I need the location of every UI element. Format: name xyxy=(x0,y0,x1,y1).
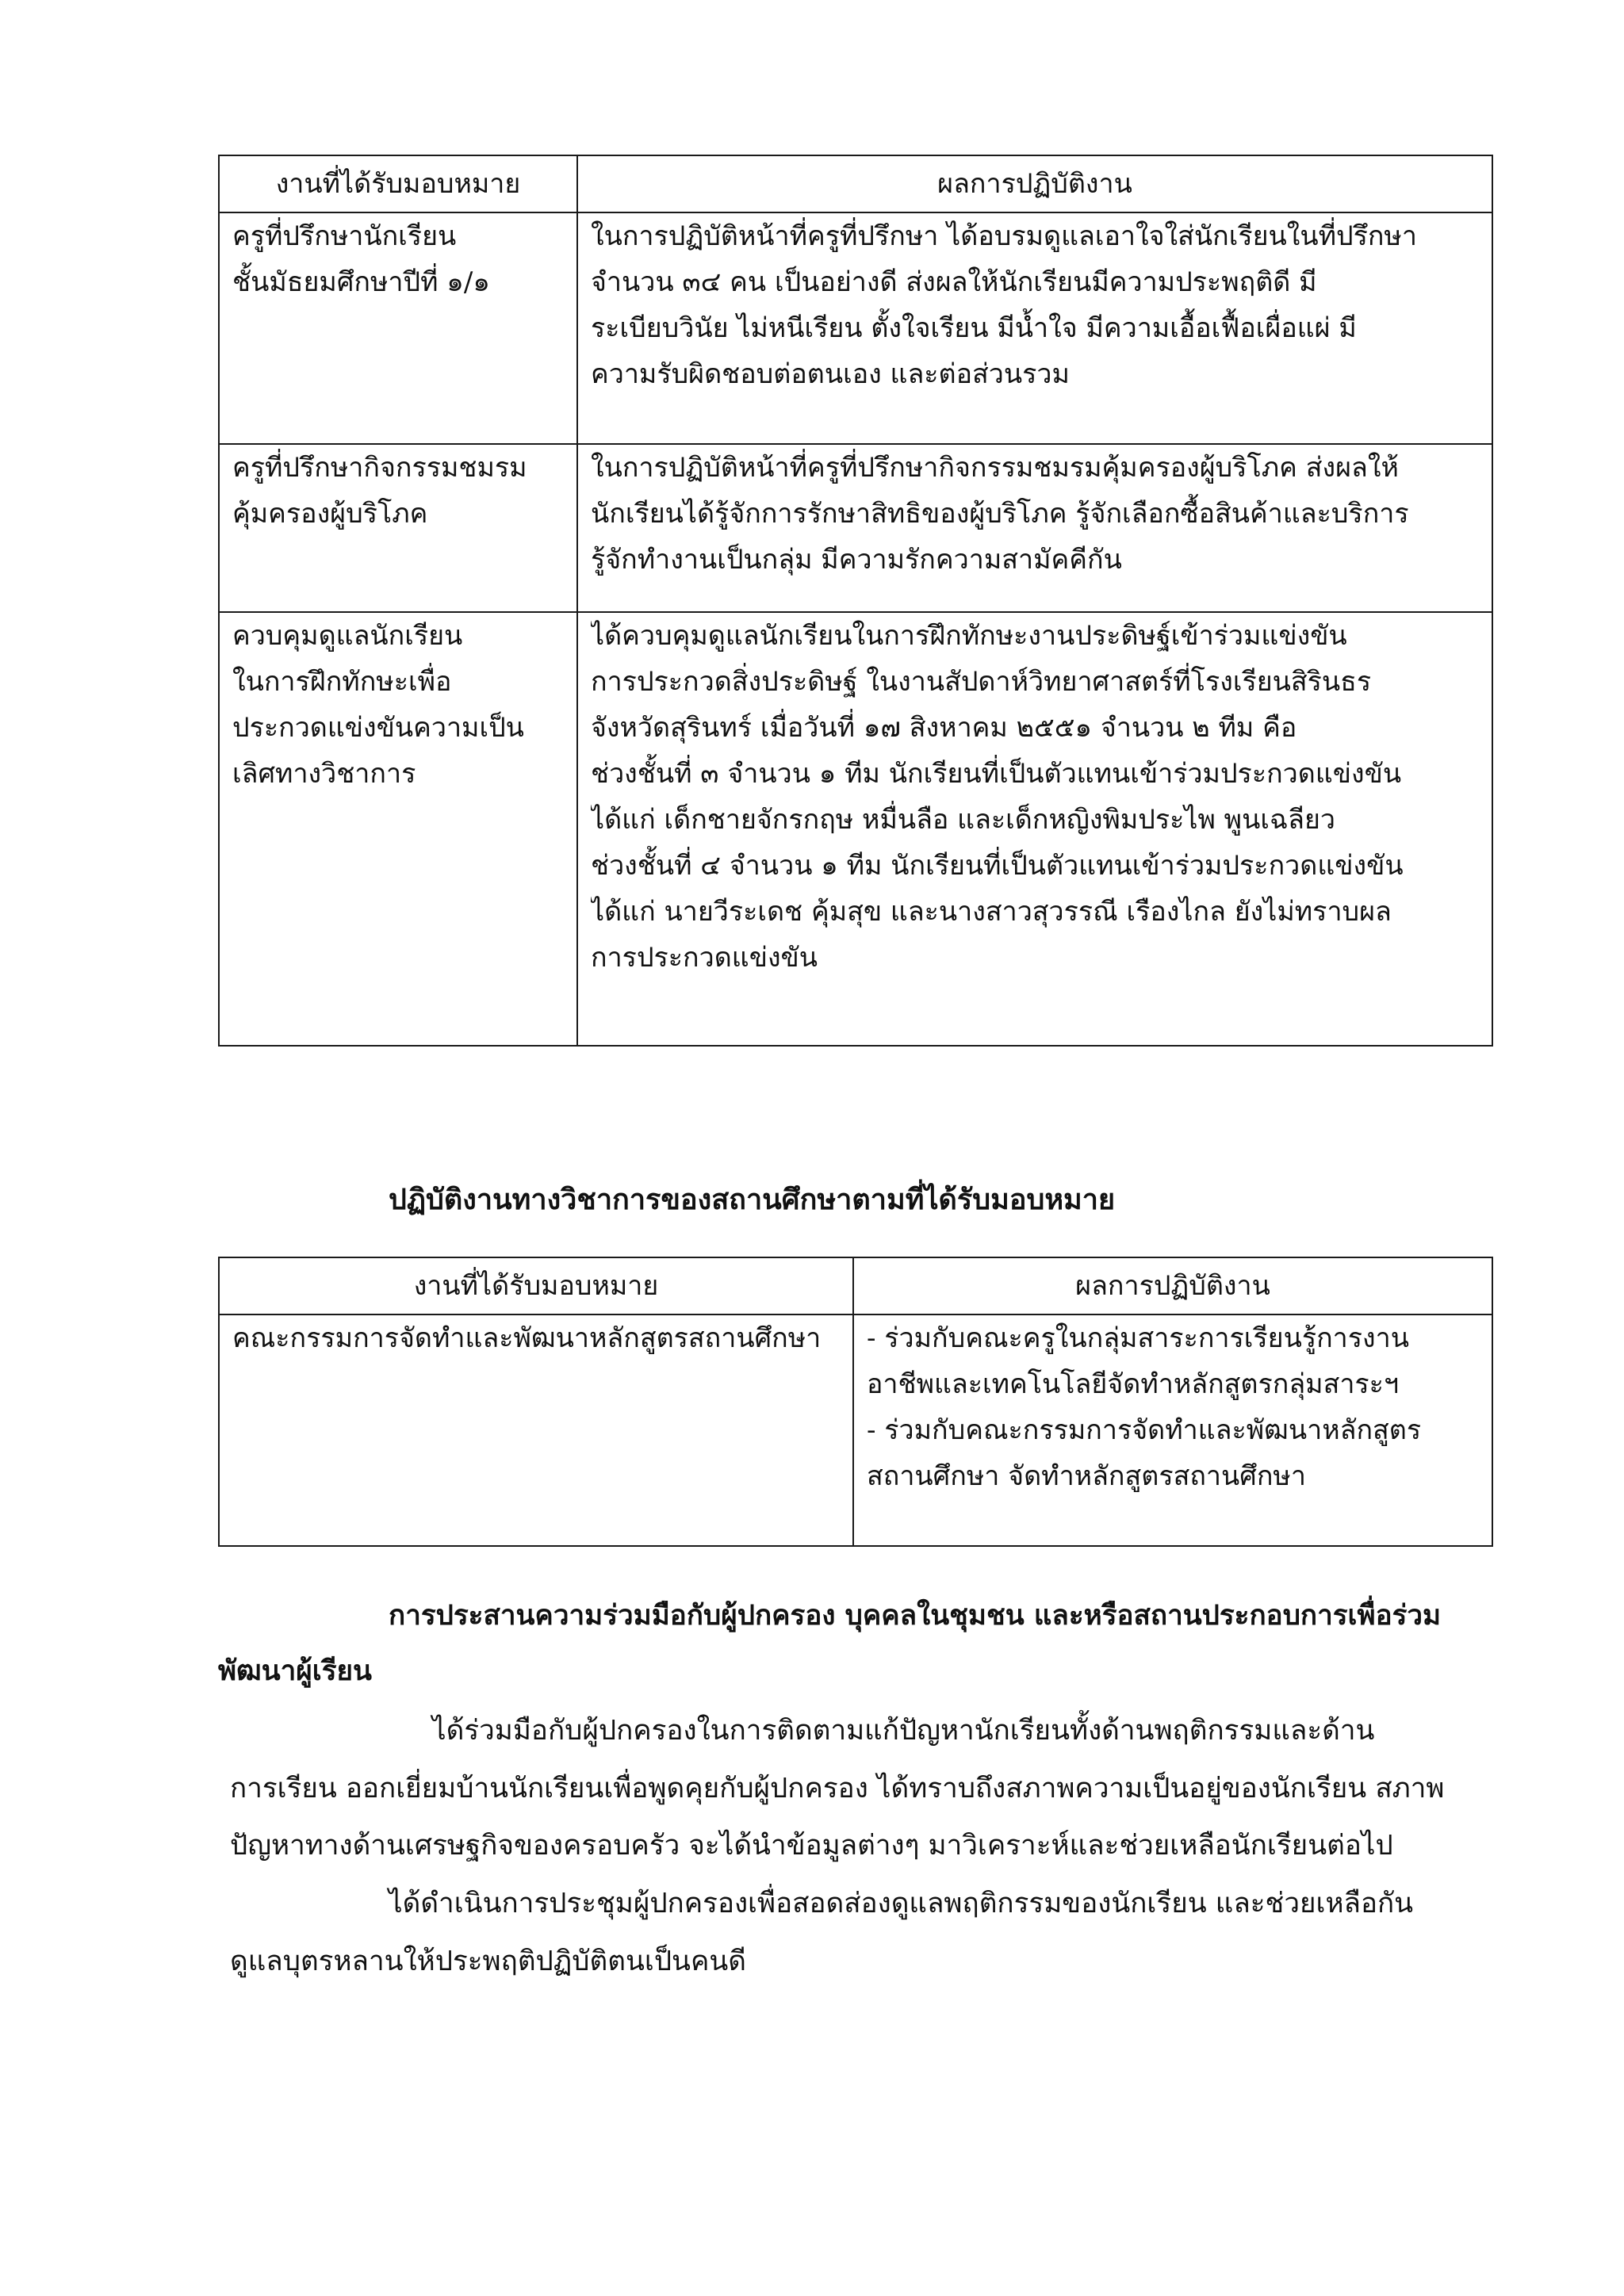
cell-line: ได้ควบคุมดูแลนักเรียนในการฝึกทักษะงานประดิษฐ์เข้าร่วมแข่งขัน xyxy=(591,620,1347,652)
cell-line: คุ้มครองผู้บริโภค xyxy=(232,498,428,530)
cell-line: อาชีพและเทคโนโลยีจัดทำหลักสูตรกลุ่มสาระฯ xyxy=(867,1368,1400,1400)
section-heading: ปฏิบัติงานทางวิชาการของสถานศึกษาตามที่ได้รับมอบหมาย xyxy=(389,1183,1116,1216)
task-cell xyxy=(219,1314,853,1546)
paragraph-line: ปัญหาทางด้านเศรษฐกิจของครอบครัว จะได้นำข้อมูลต่างๆ มาวิเคราะห์และช่วยเหลือนักเรียนต่อไป xyxy=(230,1830,1393,1862)
cell-line: ช่วงชั้นที่ ๔ จำนวน ๑ ทีม นักเรียนที่เป็นตัวแทนเข้าร่วมประกวดแข่งขัน xyxy=(591,850,1404,882)
table-row xyxy=(219,612,1492,1046)
cell-line: ควบคุมดูแลนักเรียน xyxy=(232,620,463,652)
cell-line: รู้จักทำงานเป็นกลุ่ม มีความรักความสามัคคีกัน xyxy=(591,544,1122,576)
header-task: งานที่ได้รับมอบหมาย xyxy=(219,155,577,212)
task-cell xyxy=(219,612,577,1046)
paragraph-line: ได้ดำเนินการประชุมผู้ปกครองเพื่อสอดส่องดูแลพฤติกรรมของนักเรียน และช่วยเหลือกัน xyxy=(389,1888,1414,1919)
cell-line: ได้แก่ นายวีระเดช คุ้มสุข และนางสาวสุวรรณี เรืองไกล ยังไม่ทราบผล xyxy=(591,896,1392,928)
cell-line: ในการฝึกทักษะเพื่อ xyxy=(232,666,452,698)
paragraph-line: ได้ร่วมมือกับผู้ปกครองในการติดตามแก้ปัญหานักเรียนทั้งด้านพฤติกรรมและด้าน xyxy=(432,1715,1375,1747)
coordination-heading-line1: การประสานความร่วมมือกับผู้ปกครอง บุคคลในชุมชน และหรือสถานประกอบการเพื่อร่วม xyxy=(389,1599,1442,1632)
cell-line: - ร่วมกับคณะกรรมการจัดทำและพัฒนาหลักสูตร xyxy=(867,1414,1422,1446)
cell-line: การประกวดสิ่งประดิษฐ์ ในงานสัปดาห์วิทยาศาสตร์ที่โรงเรียนสิรินธร xyxy=(591,666,1372,698)
academic-assignments-table xyxy=(218,1257,1493,1547)
assignments-table xyxy=(218,155,1493,1047)
cell-line: นักเรียนได้รู้จักการรักษาสิทธิของผู้บริโภค รู้จักเลือกซื้อสินค้าและบริการ xyxy=(591,498,1409,530)
cell-line: ประกวดแข่งขันความเป็น xyxy=(232,712,524,744)
table-row xyxy=(219,444,1492,612)
result-cell xyxy=(577,612,1492,1046)
cell-line: - ร่วมกับคณะครูในกลุ่มสาระการเรียนรู้การงาน xyxy=(867,1322,1409,1354)
cell-line: ช่วงชั้นที่ ๓ จำนวน ๑ ทีม นักเรียนที่เป็นตัวแทนเข้าร่วมประกวดแข่งขัน xyxy=(591,758,1402,790)
cell-line: การประกวดแข่งขัน xyxy=(591,942,818,974)
result-cell xyxy=(577,212,1492,444)
result-cell xyxy=(853,1314,1492,1546)
cell-line: ในการปฏิบัติหน้าที่ครูที่ปรึกษากิจกรรมชมรมคุ้มครองผู้บริโภค ส่งผลให้ xyxy=(591,452,1399,484)
cell-line: จำนวน ๓๔ คน เป็นอย่างดี ส่งผลให้นักเรียนมีความประพฤติดี มี xyxy=(591,266,1317,298)
table-row xyxy=(219,212,1492,444)
task-cell xyxy=(219,212,577,444)
cell-line: ในการปฏิบัติหน้าที่ครูที่ปรึกษา ได้อบรมดูแลเอาใจใส่นักเรียนในที่ปรึกษา xyxy=(591,220,1417,252)
cell-line: ครูที่ปรึกษานักเรียน xyxy=(232,220,457,252)
cell-line: ชั้นมัธยมศึกษาปีที่ ๑/๑ xyxy=(232,266,490,298)
cell-line: ได้แก่ เด็กชายจักรกฤษ หมื่นลือ และเด็กหญิงพิมประไพ พูนเฉลียว xyxy=(591,804,1335,836)
cell-line: ครูที่ปรึกษากิจกรรมชมรม xyxy=(232,452,527,484)
header-result: ผลการปฏิบัติงาน xyxy=(853,1257,1492,1314)
cell-line: จังหวัดสุรินทร์ เมื่อวันที่ ๑๗ สิงหาคม ๒๕๕๑ จำนวน ๒ ทีม คือ xyxy=(591,712,1297,744)
cell-line: เลิศทางวิชาการ xyxy=(232,758,416,790)
result-cell xyxy=(577,444,1492,612)
paragraph-line: ดูแลบุตรหลานให้ประพฤติปฏิบัติตนเป็นคนดี xyxy=(230,1946,747,1977)
header-task: งานที่ได้รับมอบหมาย xyxy=(219,1257,853,1314)
task-cell xyxy=(219,444,577,612)
cell-line: ระเบียบวินัย ไม่หนีเรียน ตั้งใจเรียน มีน้ำใจ มีความเอื้อเฟื้อเผื่อแผ่ มี xyxy=(591,312,1357,344)
paragraph-line: การเรียน ออกเยี่ยมบ้านนักเรียนเพื่อพูดคุยกับผู้ปกครอง ได้ทราบถึงสภาพความเป็นอยู่ของนักเรียน สภาพ xyxy=(230,1773,1445,1804)
header-result: ผลการปฏิบัติงาน xyxy=(577,155,1492,212)
table-header-row xyxy=(219,1257,1492,1314)
cell-line: สถานศึกษา จัดทำหลักสูตรสถานศึกษา xyxy=(867,1460,1306,1492)
table-row xyxy=(219,1314,1492,1546)
cell-line: คณะกรรมการจัดทำและพัฒนาหลักสูตรสถานศึกษา xyxy=(232,1322,822,1354)
coordination-heading-line2: พัฒนาผู้เรียน xyxy=(218,1655,372,1687)
table-header-row xyxy=(219,155,1492,212)
cell-line: ความรับผิดชอบต่อตนเอง และต่อส่วนรวม xyxy=(591,358,1070,390)
